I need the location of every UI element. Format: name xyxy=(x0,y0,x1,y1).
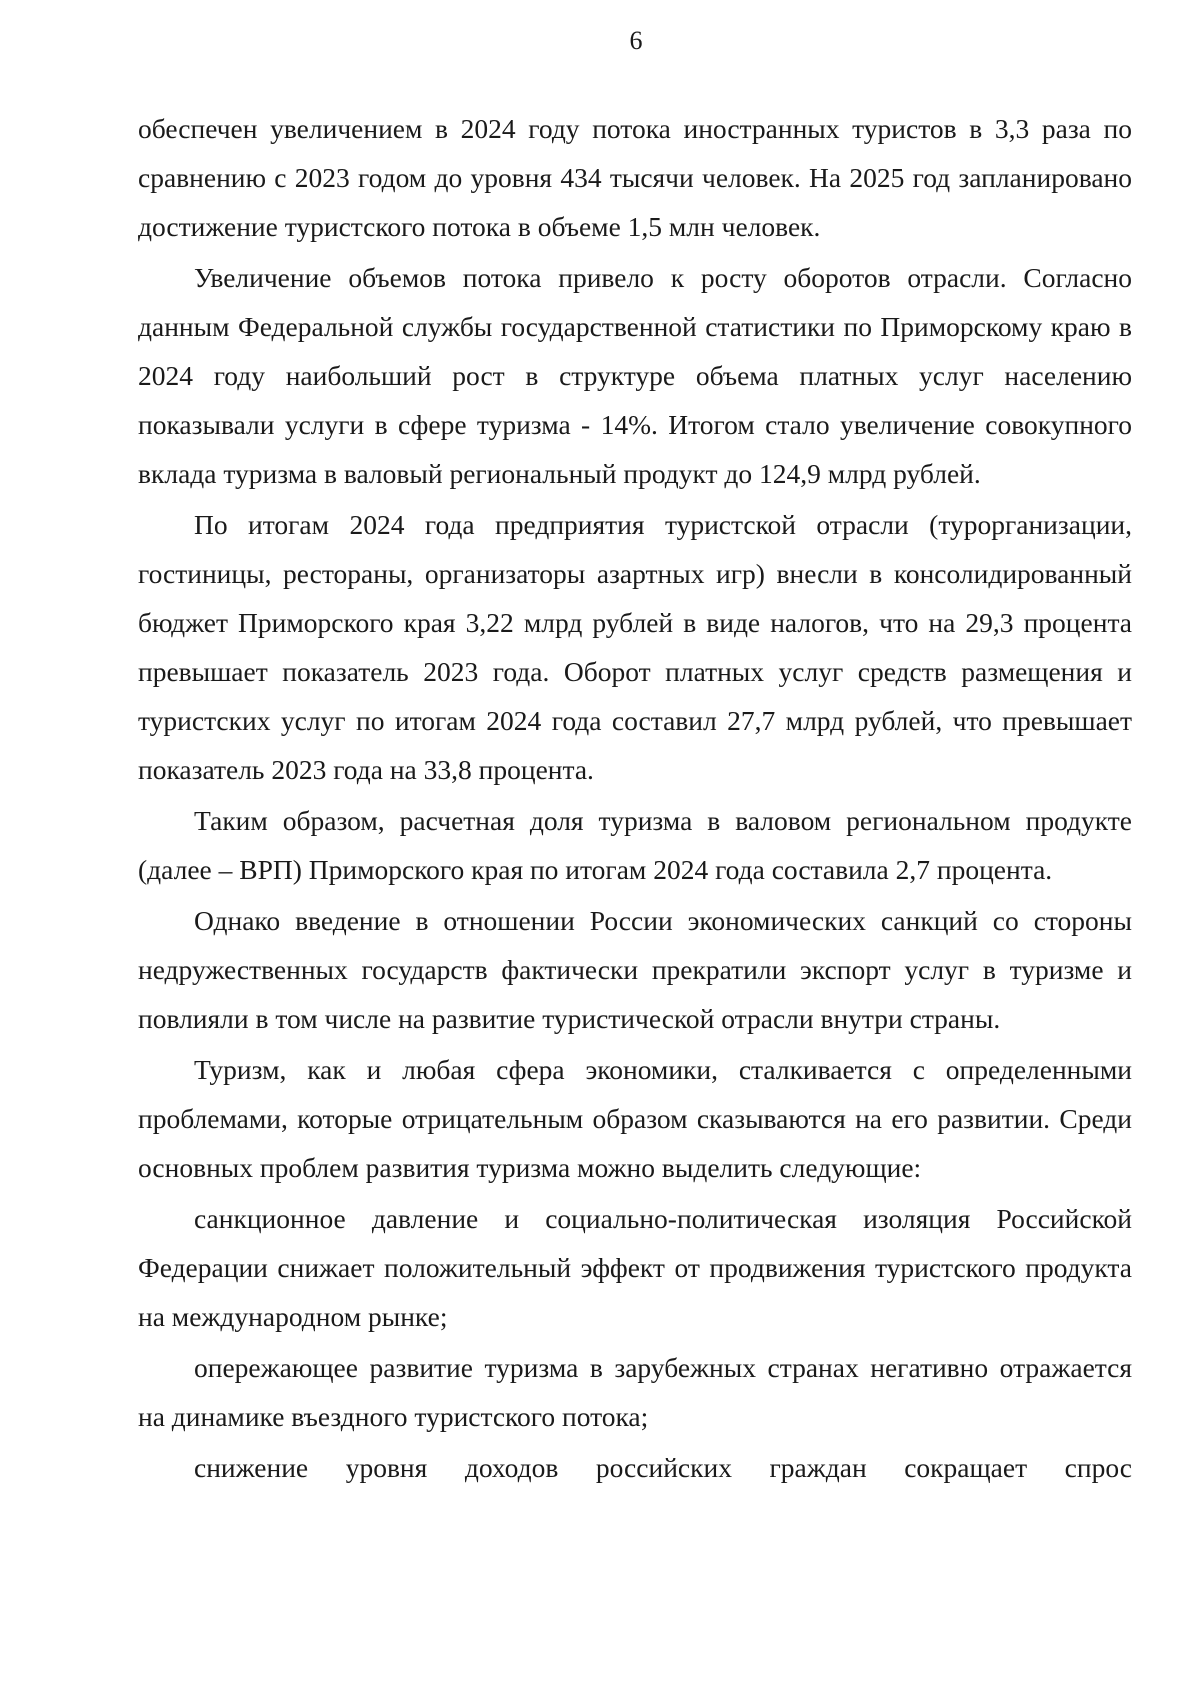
paragraph-grp-share: Таким образом, расчетная доля туризма в валовом региональном продукте (далее – ВРП) Приморского края по итогам 2024 года составила 2,7 процента. xyxy=(138,805,1132,885)
page-number: 6 xyxy=(629,26,643,55)
list-item-sanctions-pressure: санкционное давление и социально-политическая изоляция Российской Федерации снижает положительный эффект от продвижения туристского продукта на международном рынке; xyxy=(138,1203,1132,1332)
paragraph-continuation: обеспечен увеличением в 2024 году потока иностранных туристов в 3,3 раза по сравнению с 2023 годом до уровня 434 тысячи человек. На 2025 год запланировано достижение туристского потока в объеме 1,5 млн человек. xyxy=(138,113,1132,242)
list-item-income-decline: снижение уровня доходов российских граждан сокращает спрос xyxy=(194,1452,1132,1483)
paragraph-sanctions: Однако введение в отношении России экономических санкций со стороны недружественных государств фактически прекратили экспорт услуг в туризме и повлияли в том числе на развитие туристической отрасли внутри страны. xyxy=(138,905,1132,1034)
paragraph-growth: Увеличение объемов потока привело к росту оборотов отрасли. Согласно данным Федеральной службы государственной статистики по Приморскому краю в 2024 году наибольший рост в структуре объема платных услуг населению показывали услуги в сфере туризма - 14%. Итогом стало увеличение совокупного вклада туризма в валовый региональный продукт до 124,9 млрд рублей. xyxy=(138,262,1132,489)
document-body xyxy=(138,104,1132,1492)
list-item-foreign-development: опережающее развитие туризма в зарубежных странах негативно отражается на динамике въездного туристского потока; xyxy=(138,1352,1132,1432)
paragraph-results-2024: По итогам 2024 года предприятия туристской отрасли (турорганизации, гостиницы, рестораны, организаторы азартных игр) внесли в консолидированный бюджет Приморского края 3,22 млрд рублей в виде налогов, что на 29,3 процента превышает показатель 2023 года. Оборот платных услуг средств размещения и туристских услуг по итогам 2024 года составил 27,7 млрд рублей, что превышает показатель 2023 года на 33,8 процента. xyxy=(138,509,1132,785)
paragraph-problems-intro: Туризм, как и любая сфера экономики, сталкивается с определенными проблемами, которые отрицательным образом сказываются на его развитии. Среди основных проблем развития туризма можно выделить следующие: xyxy=(138,1054,1132,1183)
